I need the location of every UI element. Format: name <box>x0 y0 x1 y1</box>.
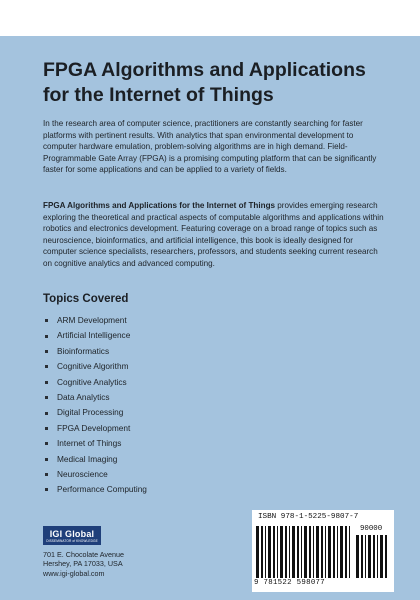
topic-item <box>43 421 147 436</box>
bullet-icon <box>45 473 48 476</box>
book-title <box>43 58 383 108</box>
topics-list <box>43 313 147 498</box>
logo-wordmark: IGI Global <box>49 528 95 539</box>
book-title-line-1: FPGA Algorithms and Applications <box>43 59 366 81</box>
topic-item <box>43 359 147 374</box>
topic-label: Digital Processing <box>57 407 124 418</box>
bullet-icon <box>45 488 48 491</box>
description-paragraph-1: In the research area of computer science, practitioners are constantly searching for faster platforms with pertinent results. With analytics that span environmental development to computer hardware emulation, problem-solving algorithms are in high demand. Field-Programmable Gate Array (FPGA) is a promising computing platform that can be significantly faster for some applications and can be applied to a variety of fields. <box>43 119 377 175</box>
topic-item <box>43 328 147 343</box>
topic-label: Cognitive Analytics <box>57 376 127 387</box>
bullet-icon <box>45 396 48 399</box>
topic-item <box>43 452 147 467</box>
topics-heading: Topics Covered <box>43 293 129 305</box>
description-book-title: FPGA Algorithms and Applications for the Internet of Things <box>43 201 276 210</box>
topic-label: Medical Imaging <box>57 453 118 464</box>
address-street: 701 E. Chocolate Avenue <box>43 550 124 559</box>
topic-label: Cognitive Algorithm <box>57 361 129 372</box>
top-white-band <box>0 0 420 36</box>
topic-item <box>43 467 147 482</box>
publisher-website: www.igi-global.com <box>43 568 105 578</box>
isbn-label: ISBN 978-1-5225-9807-7 <box>258 513 359 521</box>
topic-label: Performance Computing <box>57 484 147 495</box>
addon-barcode-bars <box>356 535 388 578</box>
topic-item <box>43 313 147 328</box>
address-city: Hershey, PA 17033, USA <box>43 559 123 569</box>
topic-label: ARM Development <box>57 315 127 325</box>
book-title-line-2: for the Internet of Things <box>43 84 274 106</box>
topic-item <box>43 436 147 451</box>
bullet-icon <box>45 335 48 338</box>
description-paragraph-2-text: provides emerging research exploring the theoretical and practical aspects of computable algorithms and applications within robotics and electronics development. Featuring coverage on a broad range of topics such as neuroscience, bioinformatics, and artificial intelligence, this book is ideally designed for computer science specialists, researchers, professors, and students seeking current research on cognitive analytics and advanced computing. <box>43 201 384 268</box>
topic-label: Internet of Things <box>57 438 122 449</box>
isbn-barcode <box>252 510 394 592</box>
topic-label: FPGA Development <box>57 422 131 433</box>
bullet-icon <box>45 365 48 368</box>
description-paragraph-2 <box>43 200 385 270</box>
topic-item <box>43 390 147 405</box>
topic-label: Neuroscience <box>57 468 108 479</box>
bullet-icon <box>45 350 48 353</box>
bullet-icon <box>45 458 48 461</box>
bullet-icon <box>45 442 48 445</box>
bullet-icon <box>45 412 48 415</box>
bullet-icon <box>45 381 48 384</box>
topic-label: Artificial Intelligence <box>57 330 131 341</box>
topic-item <box>43 344 147 359</box>
topic-item <box>43 482 147 497</box>
topic-label: Bioinformatics <box>57 345 110 356</box>
bullet-icon <box>45 319 48 322</box>
ean-digits: 9 781522 598077 <box>254 579 326 587</box>
topic-label: Data Analytics <box>57 391 110 402</box>
ean-barcode-bars <box>256 526 354 578</box>
topic-item <box>43 375 147 390</box>
publisher-address <box>43 550 124 578</box>
addon-digits: 90000 <box>360 525 383 533</box>
bullet-icon <box>45 427 48 430</box>
logo-tagline: DISSEMINATOR of KNOWLEDGE <box>46 538 98 543</box>
topic-item <box>43 405 147 420</box>
igi-global-logo <box>43 526 101 545</box>
